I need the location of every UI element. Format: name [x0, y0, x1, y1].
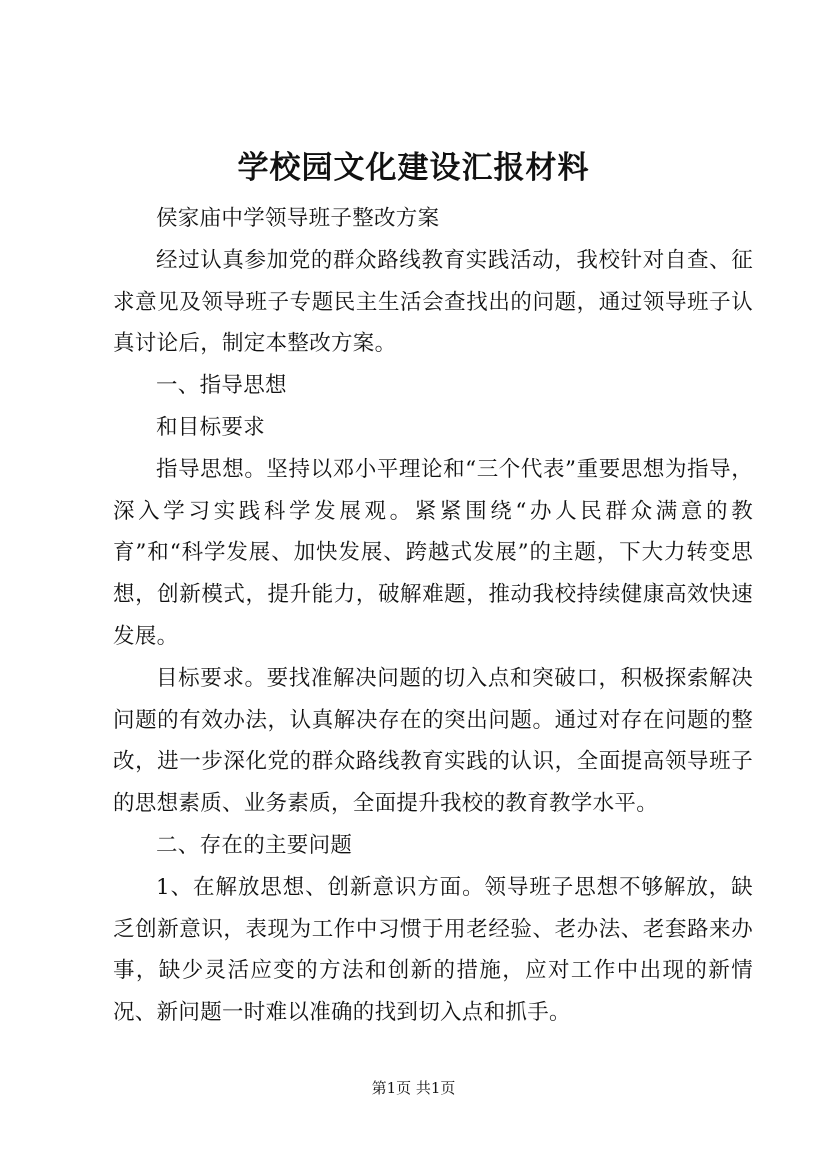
- paragraph-problem-1: 1、在解放思想、创新意识方面。领导班子思想不够解放，缺乏创新意识，表现为工作中习惯于用老经验、老办法、老套路来办事，缺少灵活应变的方法和创新的措施，应对工作中出现的新情况、新问题一时难以准确的找到切入点和抓手。: [113, 874, 753, 1026]
- paragraph-guiding-thought: 指导思想。坚持以邓小平理论和“三个代表”重要思想为指导，深入学习实践科学发展观。紧紧围绕“办人民群众满意的教育”和“科学发展、加快发展、跨越式发展”的主题，下大力转变思想，创新模式，提升能力，破解难题，推动我校持续健康高效快速发展。: [113, 456, 753, 649]
- paragraph-intro: 经过认真参加党的群众路线教育实践活动，我校针对自查、征求意见及领导班子专题民主生活会查找出的问题，通过领导班子认真讨论后，制定本整改方案。: [113, 247, 753, 357]
- section-heading-guiding-thought: 一、指导思想: [156, 373, 287, 399]
- paragraph-heading-plan: 侯家庙中学领导班子整改方案: [156, 206, 440, 231]
- paragraph-goal-requirements: 目标要求。要找准解决问题的切入点和突破口，积极探索解决问题的有效办法，认真解决存在的突出问题。通过对存在问题的整改，进一步深化党的群众路线教育实践的认识，全面提高领导班子的思想素质、业务素质，全面提升我校的教育教学水平。: [113, 665, 753, 817]
- document-body: [113, 198, 753, 1034]
- section-heading-main-problems: 二、存在的主要问题: [156, 832, 353, 858]
- section-heading-goals: 和目标要求: [156, 414, 266, 440]
- document-title: 学校园文化建设汇报材料: [237, 150, 590, 186]
- page-number-footer: 第1页 共1页: [371, 1079, 456, 1097]
